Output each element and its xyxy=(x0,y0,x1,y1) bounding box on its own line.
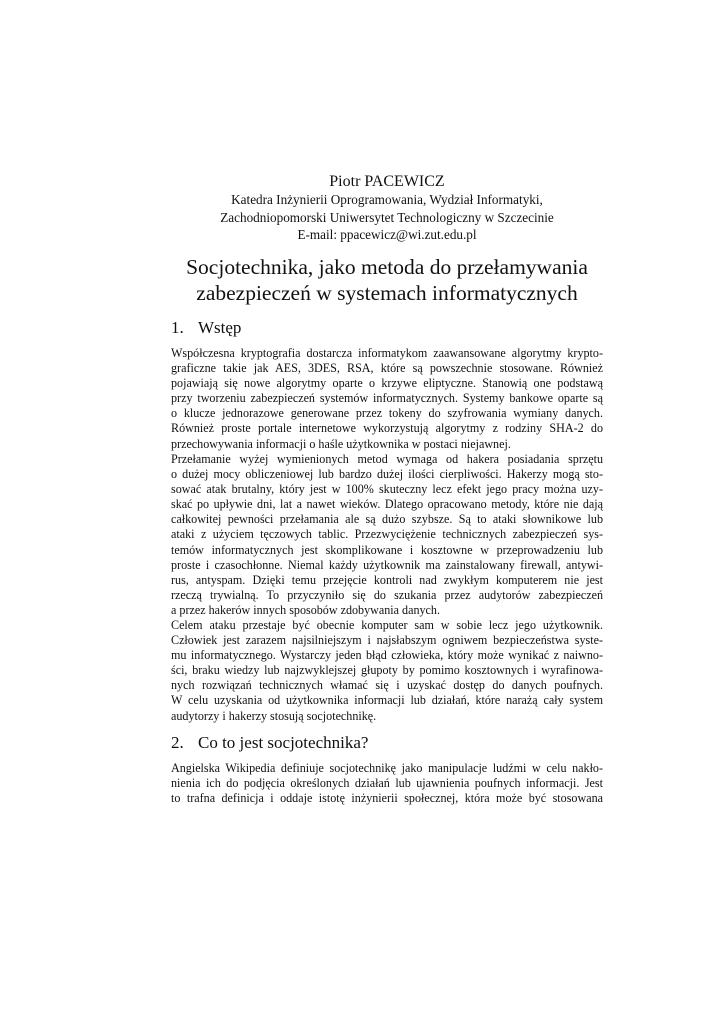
text-line: skać po upływie dni, lat a nawet wieków. Dlatego opracowano metody, które nie dają xyxy=(171,497,603,512)
paragraph xyxy=(171,618,603,724)
text-line: Przełamanie wyżej wymienionych metod wymaga od hakera posiadania sprzętu xyxy=(171,452,603,466)
text-line: ataki z użyciem tęczowych tablic. Przezwyciężenie technicznych zabezpieczeń sys- xyxy=(171,527,603,542)
text-line: o dużej mocy obliczeniowej lub bardzo dużej ilości cierpliwości. Hakerzy mogą sto- xyxy=(171,467,603,482)
section-heading xyxy=(171,318,241,338)
text-line: Angielska Wikipedia definiuje socjotechnikę jako manipulacje ludźmi w celu nakło- xyxy=(171,761,603,775)
paragraph xyxy=(171,761,603,806)
author-name: Piotr PACEWICZ xyxy=(329,173,445,190)
text-line: proste i czasochłonne. Niemal każdy użytkownik ma zainstalowany firewall, antywi- xyxy=(171,557,603,572)
text-line: nych rozwiązań technicznych włamać się i uzyskać dostęp do danych poufnych. xyxy=(171,678,603,693)
text-line: nienia ich do podjęcia określonych działań lub ujawnienia poufnych informacji. Jest xyxy=(171,776,603,791)
text-line: sować atak brutalny, który jest w 100% skuteczny lecz efekt jego pracy można uzy- xyxy=(171,482,603,497)
paper-title xyxy=(171,254,603,306)
text-line: rus, antyspam. Dzięki temu przejęcie kontroli nad zwykłym komputerem nie jest xyxy=(171,572,603,587)
text-line: Współczesna kryptografia dostarcza informatykom zaawansowane algorytmy krypto- xyxy=(171,346,603,360)
author-block xyxy=(171,172,603,191)
text-line: Również proste portale internetowe wykorzystują algorytmy z rodziny SHA-2 do xyxy=(171,421,603,436)
text-line: całkowitej pewności przełamania ale są dużo szybsze. Są to ataki słownikowe lub xyxy=(171,512,603,527)
text-line: pojawiają się nowe algorytmy oparte o krzywe eliptyczne. Stanowią one podstawą xyxy=(171,376,603,391)
text-line: to trafna definicja i oddaje istotę inżynierii społecznej, która może być stosowana xyxy=(171,791,603,806)
section-heading xyxy=(171,733,368,753)
text-line: Celem ataku przestaje być obecnie komputer sam w sobie lecz jego użytkownik. xyxy=(171,618,603,632)
section-number: 2. xyxy=(171,733,184,752)
text-line: przy tworzeniu zabezpieczeń systemów informatycznych. Systemy bankowe oparte są xyxy=(171,391,603,406)
paragraph xyxy=(171,346,603,452)
text-line: a przez hakerów innych sposobów zdobywania danych. xyxy=(171,602,440,617)
text-line: graficzne takie jak AES, 3DES, RSA, które są powszechnie stosowane. Również xyxy=(171,361,603,376)
text-line: Człowiek jest zarazem najsilniejszym i najsłabszym ogniwem bezpieczeństwa syste- xyxy=(171,633,603,648)
affiliation-department: Katedra Inżynierii Oprogramowania, Wydział Informatyki, xyxy=(231,192,543,207)
title-line: Socjotechnika, jako metoda do przełamywania xyxy=(186,255,588,279)
section-number: 1. xyxy=(171,318,184,337)
text-line: audytorzy i hakerzy stosują socjotechnikę. xyxy=(171,708,377,723)
text-line: temów informatycznych jest skomplikowane i kosztowne w przeprowadzeniu lub xyxy=(171,542,603,557)
text-line: o klucze jednorazowe generowane przez tokeny do szyfrowania wymiany danych. xyxy=(171,406,603,421)
paragraph xyxy=(171,452,603,618)
section-title: Wstęp xyxy=(198,318,242,337)
text-line: rzeczą trywialną. To przyczyniło się do szukania przez audytorów zabezpieczeń xyxy=(171,587,603,602)
text-line: mu informatycznego. Wystarczy jeden błąd człowieka, który może wynikać z naiwno- xyxy=(171,648,603,663)
text-line: ści, braku wiedzy lub najzwyklejszej głupoty by pomimo kosztownych i wyrafinowa- xyxy=(171,663,603,678)
affiliation-university: Zachodniopomorski Uniwersytet Technologiczny w Szczecinie xyxy=(220,209,554,225)
title-line: zabezpieczeń w systemach informatycznych xyxy=(196,281,578,305)
text-line: przechowywania informacji o haśle użytkownika w postaci niejawnej. xyxy=(171,436,511,451)
section-title: Co to jest socjotechnika? xyxy=(198,733,369,752)
author-email: E-mail: ppacewicz@wi.zut.edu.pl xyxy=(297,227,477,242)
author-affiliation xyxy=(171,191,603,244)
text-line: W celu uzyskania od użytkownika informacji lub działań, które narażą cały system xyxy=(171,693,603,708)
